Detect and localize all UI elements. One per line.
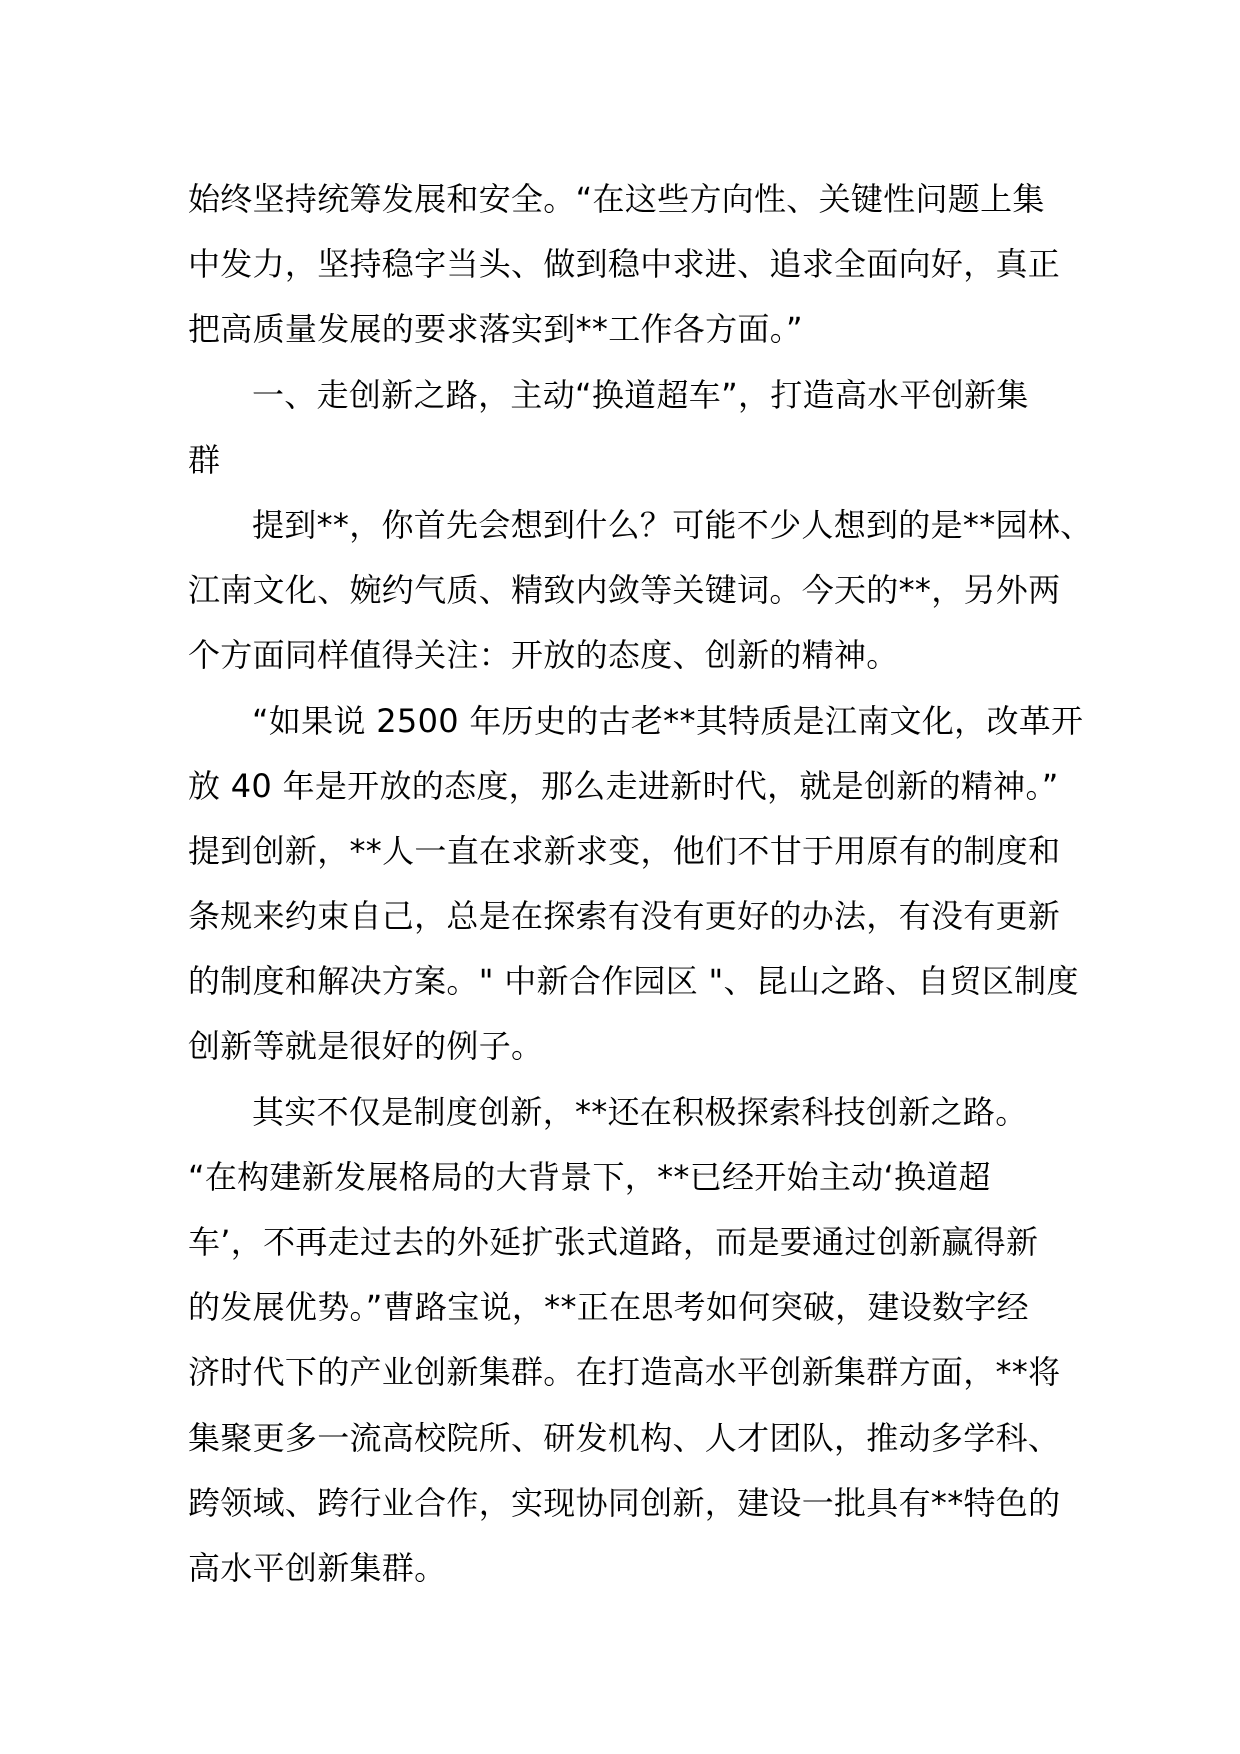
text-line: 创新等就是很好的例子。: [188, 1027, 544, 1066]
text-line: 济时代下的产业创新集群。在打造高水平创新集群方面，**将: [188, 1353, 1061, 1392]
text-line: 放 40 年是开放的态度，那么走进新时代，就是创新的精神。”: [188, 766, 1059, 805]
text-line: 把高质量发展的要求落实到**工作各方面。”: [188, 310, 803, 349]
text-line: 提到创新，**人一直在求新求变，他们不甘于用原有的制度和: [188, 831, 1061, 870]
text-line: “如果说 2500 年历史的古老**其特质是江南文化，改革开: [252, 701, 1084, 740]
text-line: 中发力，坚持稳字当头、做到稳中求进、追求全面向好，真正: [188, 245, 1061, 284]
text-line: 其实不仅是制度创新，**还在积极探索科技创新之路。: [252, 1092, 1028, 1131]
text-line: 车’，不再走过去的外延扩张式道路，而是要通过创新赢得新: [188, 1223, 1039, 1261]
text-line: “在构建新发展格局的大背景下，**已经开始主动‘换道超: [188, 1157, 991, 1196]
text-line: 始终坚持统筹发展和安全。“在这些方向性、关键性问题上集: [188, 180, 1045, 218]
text-line: 跨领域、跨行业合作，实现协同创新，建设一批具有**特色的: [188, 1483, 1061, 1522]
document-body: [188, 167, 1093, 1601]
section-heading-line: 一、走创新之路，主动“换道超车”，打造高水平创新集: [252, 375, 1029, 414]
section-heading-line: 群: [188, 440, 221, 479]
text-line: 的制度和解决方案。" 中新合作园区 "、昆山之路、自贸区制度: [188, 962, 1079, 1001]
text-line: 条规来约束自己，总是在探索有没有更好的办法，有没有更新: [188, 897, 1061, 936]
text-line: 提到**，你首先会想到什么？可能不少人想到的是**园林、: [252, 505, 1093, 544]
text-line: 高水平创新集群。: [188, 1548, 447, 1587]
text-line: 个方面同样值得关注：开放的态度、创新的精神。: [188, 636, 899, 675]
text-line: 集聚更多一流高校院所、研发机构、人才团队，推动多学科、: [188, 1418, 1061, 1457]
text-line: 的发展优势。”曹路宝说，**正在思考如何突破，建设数字经: [188, 1288, 1029, 1327]
text-line: 江南文化、婉约气质、精致内敛等关键词。今天的**，另外两: [188, 571, 1061, 610]
